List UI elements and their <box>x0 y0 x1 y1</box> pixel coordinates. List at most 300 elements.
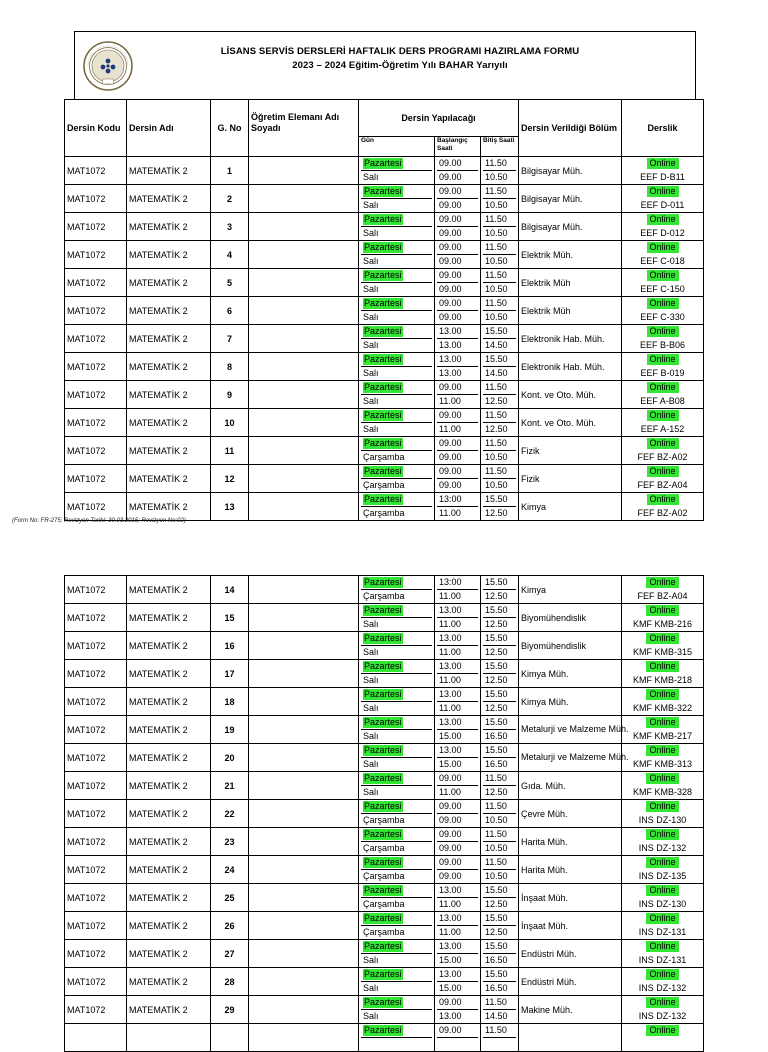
group-no-cell: 11 <box>211 437 249 465</box>
end-time-secondary: 12.50 <box>485 423 508 434</box>
course-code-cell: MAT1072 <box>65 744 127 772</box>
end-time-secondary: 16.50 <box>485 954 508 965</box>
start-time-secondary: 11.00 <box>439 618 461 629</box>
day-primary: Pazartesi <box>364 354 402 364</box>
start-time-primary: 13.00 <box>437 884 478 898</box>
classroom-cell <box>622 856 704 884</box>
end-time-secondary: 12.50 <box>485 590 508 601</box>
group-no-cell <box>211 1024 249 1052</box>
start-time-primary: 09.00 <box>437 269 478 283</box>
end-time-cell <box>481 604 519 632</box>
end-time-cell <box>481 940 519 968</box>
department-cell: Bilgisayar Müh. <box>519 157 622 185</box>
end-time-primary: 15.50 <box>483 716 516 730</box>
day-primary: Pazartesi <box>364 941 402 951</box>
start-time-secondary: 11.00 <box>439 702 461 713</box>
course-name-cell: MATEMATİK 2 <box>127 493 211 521</box>
start-time-primary: 13.00 <box>437 716 478 730</box>
classroom-name: KMF KMB-216 <box>632 618 692 629</box>
end-time-primary: 11.50 <box>483 409 516 423</box>
start-time-primary: 09.00 <box>437 437 478 451</box>
day-secondary: Salı <box>363 646 379 657</box>
group-no-cell: 24 <box>211 856 249 884</box>
group-no-cell: 10 <box>211 409 249 437</box>
online-badge: Online <box>647 242 679 253</box>
instructor-cell <box>249 325 359 353</box>
day-primary: Pazartesi <box>364 801 402 811</box>
course-name-cell: MATEMATİK 2 <box>127 157 211 185</box>
course-name-cell: MATEMATİK 2 <box>127 632 211 660</box>
group-no-cell: 6 <box>211 297 249 325</box>
end-time-secondary: 12.50 <box>485 702 508 713</box>
day-cell <box>359 381 435 409</box>
form-title: LİSANS SERVİS DERSLERİ HAFTALIK DERS PROGRAMI HAZIRLAMA FORMU <box>220 46 580 57</box>
course-code-cell: MAT1072 <box>65 381 127 409</box>
day-secondary: Çarşamba <box>363 507 405 518</box>
table-row <box>65 660 704 688</box>
end-time-primary: 11.50 <box>483 800 516 814</box>
instructor-cell <box>249 716 359 744</box>
start-time-cell <box>435 604 481 632</box>
course-name-cell: MATEMATİK 2 <box>127 409 211 437</box>
header-day: Gün <box>359 137 435 157</box>
start-time-cell <box>435 884 481 912</box>
day-primary: Pazartesi <box>364 270 402 280</box>
classroom-cell <box>622 772 704 800</box>
table-row <box>65 241 704 269</box>
table-row <box>65 465 704 493</box>
end-time-primary: 15.50 <box>483 353 516 367</box>
online-badge: Online <box>647 326 679 337</box>
instructor-cell <box>249 688 359 716</box>
day-primary: Pazartesi <box>364 1025 402 1035</box>
header-group-no: G. No <box>211 100 249 157</box>
course-name-cell: MATEMATİK 2 <box>127 241 211 269</box>
day-secondary: Salı <box>363 702 379 713</box>
instructor-cell <box>249 856 359 884</box>
classroom-name: EEF B-B06 <box>640 339 686 350</box>
group-no-cell: 15 <box>211 604 249 632</box>
header-department: Dersin Verildiği Bölüm <box>519 100 622 157</box>
table-row <box>65 912 704 940</box>
start-time-primary: 09.00 <box>437 157 478 171</box>
start-time-cell <box>435 241 481 269</box>
day-secondary: Salı <box>363 954 379 965</box>
online-badge: Online <box>646 997 678 1008</box>
start-time-secondary: 09.00 <box>439 870 462 881</box>
day-cell <box>359 1024 435 1052</box>
day-primary: Pazartesi <box>364 410 402 420</box>
start-time-cell <box>435 297 481 325</box>
schedule-table-page1 <box>64 99 704 521</box>
day-secondary: Çarşamba <box>363 898 405 909</box>
table-row <box>65 576 704 604</box>
start-time-primary: 13.00 <box>437 744 478 758</box>
end-time-secondary: 12.50 <box>485 507 508 518</box>
department-cell: Biyomühendislik <box>519 604 622 632</box>
group-no-cell: 29 <box>211 996 249 1024</box>
day-cell <box>359 828 435 856</box>
start-time-cell <box>435 828 481 856</box>
classroom-cell <box>622 716 704 744</box>
day-secondary: Çarşamba <box>363 451 405 462</box>
classroom-cell <box>622 632 704 660</box>
day-primary: Pazartesi <box>364 773 402 783</box>
day-cell <box>359 996 435 1024</box>
end-time-primary: 15.50 <box>483 968 516 982</box>
classroom-cell <box>622 968 704 996</box>
course-name-cell: MATEMATİK 2 <box>127 828 211 856</box>
start-time-cell <box>435 660 481 688</box>
course-code-cell: MAT1072 <box>65 576 127 604</box>
online-badge: Online <box>647 214 679 225</box>
day-secondary: Çarşamba <box>363 590 405 601</box>
start-time-secondary: 09.00 <box>439 199 462 210</box>
course-code-cell: MAT1072 <box>65 996 127 1024</box>
department-cell: İnşaat Müh. <box>519 884 622 912</box>
group-no-cell: 22 <box>211 800 249 828</box>
start-time-secondary: 09.00 <box>439 814 462 825</box>
classroom-name: EEF B-019 <box>640 367 685 378</box>
department-cell: Elektronik Hab. Müh. <box>519 325 622 353</box>
start-time-secondary: 11.00 <box>439 646 461 657</box>
online-badge: Online <box>647 410 679 421</box>
course-code-cell: MAT1072 <box>65 856 127 884</box>
classroom-cell <box>622 409 704 437</box>
day-secondary: Salı <box>363 423 379 434</box>
start-time-cell <box>435 493 481 521</box>
day-cell <box>359 493 435 521</box>
course-code-cell: MAT1072 <box>65 269 127 297</box>
day-secondary: Salı <box>363 982 379 993</box>
course-code-cell: MAT1072 <box>65 604 127 632</box>
instructor-cell <box>249 576 359 604</box>
course-name-cell: MATEMATİK 2 <box>127 576 211 604</box>
start-time-secondary: 13.00 <box>439 367 462 378</box>
end-time-primary: 15.50 <box>483 688 516 702</box>
end-time-secondary: 10.50 <box>485 199 508 210</box>
course-name-cell: MATEMATİK 2 <box>127 772 211 800</box>
end-time-cell <box>481 381 519 409</box>
instructor-cell <box>249 772 359 800</box>
classroom-cell <box>622 912 704 940</box>
course-name-cell <box>127 1024 211 1052</box>
start-time-primary: 13.00 <box>437 325 478 339</box>
start-time-primary: 09.00 <box>437 213 478 227</box>
start-time-secondary: 11.00 <box>439 590 461 601</box>
start-time-cell <box>435 632 481 660</box>
end-time-cell <box>481 353 519 381</box>
group-no-cell: 7 <box>211 325 249 353</box>
online-badge: Online <box>646 913 678 924</box>
instructor-cell <box>249 465 359 493</box>
online-badge: Online <box>647 158 679 169</box>
online-badge: Online <box>647 354 679 365</box>
course-code-cell: MAT1072 <box>65 437 127 465</box>
department-cell: İnşaat Müh. <box>519 912 622 940</box>
form-subtitle: 2023 – 2024 Eğitim-Öğretim Yılı BAHAR Yarıyılı <box>292 60 508 71</box>
course-name-cell: MATEMATİK 2 <box>127 996 211 1024</box>
classroom-name: KMF KMB-328 <box>632 786 692 797</box>
group-no-cell: 21 <box>211 772 249 800</box>
form-revision-note: (Form No: FR-275; Revizyon Tarihi: 30.03.2015; Revizyon No:02) <box>12 518 186 524</box>
day-secondary: Salı <box>363 171 379 182</box>
start-time-cell <box>435 381 481 409</box>
day-primary: Pazartesi <box>364 885 402 895</box>
end-time-secondary: 10.50 <box>485 283 508 294</box>
course-name-cell: MATEMATİK 2 <box>127 185 211 213</box>
department-cell: Kont. ve Oto. Müh. <box>519 381 622 409</box>
university-seal-logo <box>82 40 134 92</box>
course-name-cell: MATEMATİK 2 <box>127 912 211 940</box>
start-time-cell <box>435 688 481 716</box>
course-code-cell: MAT1072 <box>65 213 127 241</box>
start-time-primary: 09.00 <box>437 409 478 423</box>
course-name-cell: MATEMATİK 2 <box>127 856 211 884</box>
end-time-primary: 15.50 <box>483 576 516 590</box>
day-secondary: Salı <box>363 618 379 629</box>
start-time-cell <box>435 353 481 381</box>
day-secondary <box>361 1038 432 1052</box>
instructor-cell <box>249 213 359 241</box>
end-time-primary: 15.50 <box>483 912 516 926</box>
start-time-secondary: 09.00 <box>439 255 462 266</box>
end-time-cell <box>481 493 519 521</box>
group-no-cell: 26 <box>211 912 249 940</box>
end-time-secondary: 10.50 <box>485 171 508 182</box>
instructor-cell <box>249 940 359 968</box>
start-time-cell <box>435 185 481 213</box>
start-time-secondary: 09.00 <box>439 842 462 853</box>
start-time-cell <box>435 325 481 353</box>
start-time-primary: 13.00 <box>437 353 478 367</box>
day-cell <box>359 437 435 465</box>
classroom-cell <box>622 996 704 1024</box>
day-cell <box>359 940 435 968</box>
start-time-primary: 13.00 <box>437 968 478 982</box>
end-time-cell <box>481 185 519 213</box>
end-time-cell <box>481 325 519 353</box>
start-time-cell <box>435 465 481 493</box>
group-no-cell: 25 <box>211 884 249 912</box>
table-row <box>65 716 704 744</box>
table-row <box>65 157 704 185</box>
day-primary: Pazartesi <box>364 438 402 448</box>
classroom-cell <box>622 297 704 325</box>
end-time-primary: 15.50 <box>483 884 516 898</box>
day-cell <box>359 716 435 744</box>
online-badge: Online <box>647 270 679 281</box>
instructor-cell <box>249 744 359 772</box>
day-cell <box>359 800 435 828</box>
day-primary: Pazartesi <box>364 689 402 699</box>
table-row <box>65 1024 704 1052</box>
end-time-primary: 11.50 <box>483 213 516 227</box>
end-time-secondary: 10.50 <box>485 451 508 462</box>
table-row <box>65 269 704 297</box>
course-code-cell <box>65 1024 127 1052</box>
classroom-name: EEF A-152 <box>640 423 685 434</box>
end-time-cell <box>481 968 519 996</box>
table-row <box>65 940 704 968</box>
end-time-primary: 11.50 <box>483 772 516 786</box>
group-no-cell: 17 <box>211 660 249 688</box>
classroom-name: KMF KMB-218 <box>632 674 692 685</box>
department-cell: Endüstri Müh. <box>519 968 622 996</box>
department-cell: Makine Müh. <box>519 996 622 1024</box>
instructor-cell <box>249 157 359 185</box>
course-code-cell: MAT1072 <box>65 660 127 688</box>
group-no-cell: 18 <box>211 688 249 716</box>
end-time-primary: 15.50 <box>483 325 516 339</box>
start-time-cell <box>435 856 481 884</box>
classroom-cell <box>622 744 704 772</box>
classroom-name: INS DZ-131 <box>638 954 687 965</box>
end-time-cell <box>481 856 519 884</box>
classroom-cell <box>622 493 704 521</box>
start-time-primary: 09.00 <box>437 185 478 199</box>
day-primary: Pazartesi <box>364 326 402 336</box>
start-time-secondary: 09.00 <box>439 171 462 182</box>
online-badge: Online <box>646 633 678 644</box>
course-code-cell: MAT1072 <box>65 325 127 353</box>
day-cell <box>359 604 435 632</box>
group-no-cell: 12 <box>211 465 249 493</box>
course-name-cell: MATEMATİK 2 <box>127 353 211 381</box>
department-cell: Harita Müh. <box>519 828 622 856</box>
day-secondary: Salı <box>363 283 379 294</box>
table-row <box>65 325 704 353</box>
end-time-secondary: 10.50 <box>485 870 508 881</box>
classroom-cell <box>622 381 704 409</box>
online-badge: Online <box>646 689 678 700</box>
instructor-cell <box>249 1024 359 1052</box>
online-badge: Online <box>646 829 678 840</box>
classroom-cell <box>622 213 704 241</box>
day-secondary: Salı <box>363 1010 379 1021</box>
day-primary: Pazartesi <box>364 298 402 308</box>
day-secondary: Çarşamba <box>363 479 405 490</box>
start-time-secondary: 13.00 <box>439 339 462 350</box>
instructor-cell <box>249 660 359 688</box>
instructor-cell <box>249 884 359 912</box>
end-time-secondary: 12.50 <box>485 898 508 909</box>
online-badge: Online <box>647 438 679 449</box>
classroom-cell <box>622 688 704 716</box>
classroom-name: FEF BZ-A02 <box>637 507 688 518</box>
start-time-primary: 13.00 <box>437 688 478 702</box>
department-cell: Gıda. Müh. <box>519 772 622 800</box>
instructor-cell <box>249 185 359 213</box>
start-time-secondary: 09.00 <box>439 227 462 238</box>
online-badge: Online <box>647 466 679 477</box>
classroom-name: INS DZ-135 <box>638 870 687 881</box>
day-secondary: Salı <box>363 199 379 210</box>
classroom-cell <box>622 353 704 381</box>
end-time-primary: 11.50 <box>483 381 516 395</box>
classroom-cell <box>622 1024 704 1052</box>
end-time-primary: 11.50 <box>483 856 516 870</box>
day-secondary: Salı <box>363 395 379 406</box>
day-primary: Pazartesi <box>364 494 402 504</box>
table-row <box>65 185 704 213</box>
classroom-name: EEF C-018 <box>640 255 685 266</box>
instructor-cell <box>249 241 359 269</box>
start-time-primary: 09.00 <box>437 465 478 479</box>
end-time-primary: 11.50 <box>483 996 516 1010</box>
department-cell: Kimya Müh. <box>519 688 622 716</box>
end-time-primary: 15.50 <box>483 940 516 954</box>
course-code-cell: MAT1072 <box>65 884 127 912</box>
table-row <box>65 353 704 381</box>
day-cell <box>359 241 435 269</box>
start-time-cell <box>435 1024 481 1052</box>
group-no-cell: 23 <box>211 828 249 856</box>
end-time-primary: 11.50 <box>483 185 516 199</box>
end-time-cell <box>481 1024 519 1052</box>
course-code-cell: MAT1072 <box>65 353 127 381</box>
end-time-secondary: 10.50 <box>485 842 508 853</box>
start-time-primary: 09.00 <box>437 241 478 255</box>
end-time-secondary: 12.50 <box>485 786 508 797</box>
online-badge: Online <box>647 298 679 309</box>
course-name-cell: MATEMATİK 2 <box>127 381 211 409</box>
course-code-cell: MAT1072 <box>65 688 127 716</box>
course-code-cell: MAT1072 <box>65 800 127 828</box>
course-name-cell: MATEMATİK 2 <box>127 800 211 828</box>
end-time-secondary: 12.50 <box>485 926 508 937</box>
end-time-secondary: 12.50 <box>485 618 508 629</box>
classroom-name: INS DZ-130 <box>638 814 687 825</box>
day-primary: Pazartesi <box>364 717 402 727</box>
department-cell: Elektronik Hab. Müh. <box>519 353 622 381</box>
day-cell <box>359 968 435 996</box>
day-cell <box>359 856 435 884</box>
instructor-cell <box>249 493 359 521</box>
classroom-cell <box>622 576 704 604</box>
online-badge: Online <box>646 745 678 756</box>
department-cell: Elektrik Müh <box>519 297 622 325</box>
classroom-name: INS DZ-130 <box>638 898 687 909</box>
classroom-cell <box>622 157 704 185</box>
start-time-secondary: 11.00 <box>439 423 461 434</box>
start-time-secondary: 11.00 <box>439 898 461 909</box>
start-time-cell <box>435 576 481 604</box>
end-time-secondary: 10.50 <box>485 814 508 825</box>
classroom-name: KMF KMB-315 <box>632 646 692 657</box>
course-name-cell: MATEMATİK 2 <box>127 744 211 772</box>
day-cell <box>359 157 435 185</box>
instructor-cell <box>249 409 359 437</box>
classroom-cell <box>622 660 704 688</box>
course-code-cell: MAT1072 <box>65 772 127 800</box>
group-no-cell: 27 <box>211 940 249 968</box>
classroom-cell <box>622 828 704 856</box>
start-time-primary: 09.00 <box>437 828 478 842</box>
day-primary: Pazartesi <box>364 745 402 755</box>
day-secondary: Salı <box>363 255 379 266</box>
day-primary: Pazartesi <box>364 857 402 867</box>
online-badge: Online <box>646 885 678 896</box>
department-cell: Metalurji ve Malzeme Müh. <box>519 744 622 772</box>
start-time-primary: 13.00 <box>437 940 478 954</box>
day-secondary: Salı <box>363 730 379 741</box>
course-code-cell: MAT1072 <box>65 968 127 996</box>
header-course-name: Dersin Adı <box>127 100 211 157</box>
end-time-cell <box>481 213 519 241</box>
end-time-secondary: 14.50 <box>485 339 508 350</box>
end-time-cell <box>481 884 519 912</box>
